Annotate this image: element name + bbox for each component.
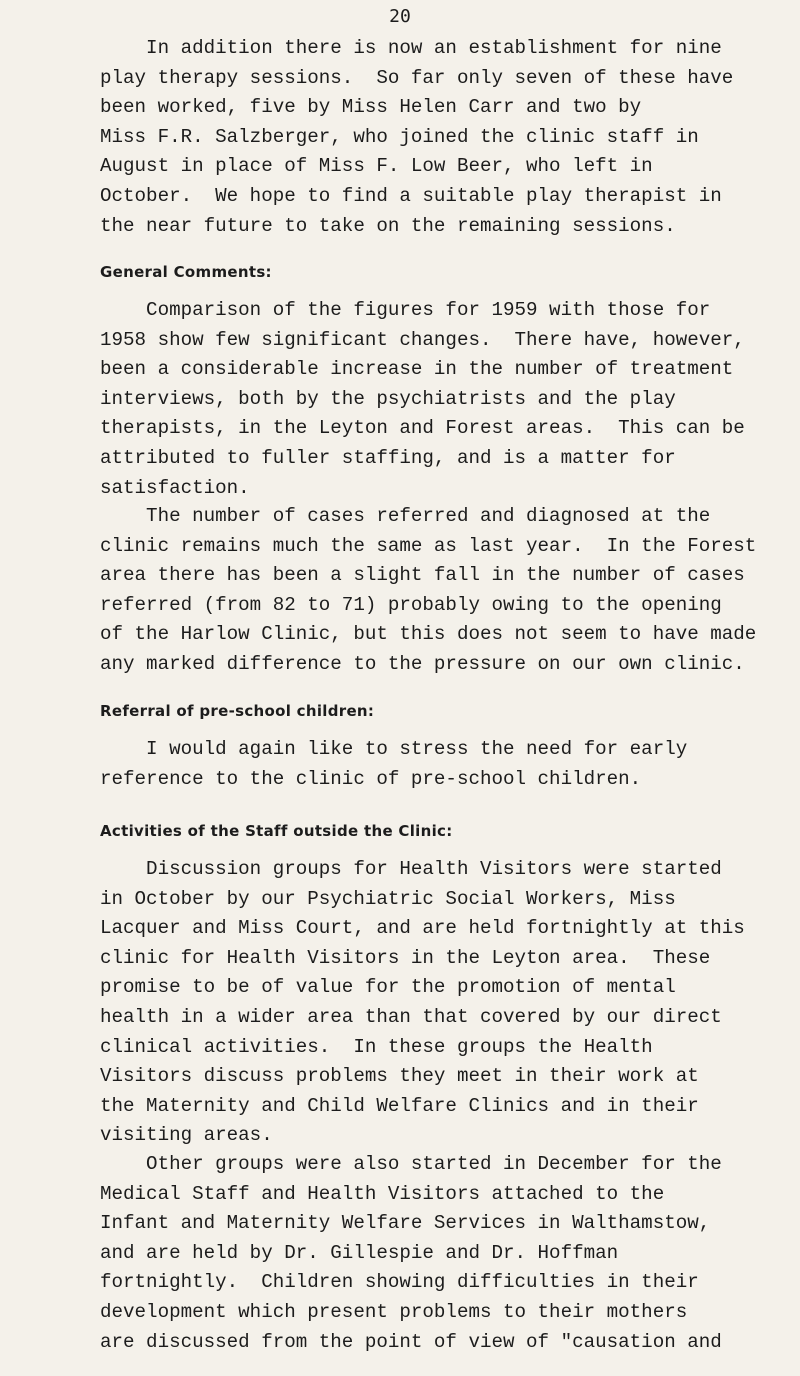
page-number: 20	[389, 6, 411, 27]
paragraph-discussion-groups: Discussion groups for Health Visitors were started in October by our Psychiatric Social Workers, Miss Lacquer and Miss Court, and are held fortnightly at this clinic for Health Visitors in the Leyton area. These promise to be of value for the promotion of mental health in a wider area than that covered by our direct clinical activities. In these groups the Health Visitors discuss problems they meet in their work at the Maternity and Child Welfare Clinics and in their visiting areas.	[100, 858, 745, 1147]
heading-referral-preschool: Referral of pre-school children:	[100, 702, 375, 720]
paragraph-comparison: Comparison of the figures for 1959 with those for 1958 show few significant changes. There have, however, been a considerable increase in the number of treatment interviews, both by the psychiatrists and the play therapists, in the Leyton and Forest areas. This can be attributed to fuller staffing, and is a matter for satisfaction.	[100, 299, 745, 499]
heading-activities: Activities of the Staff outside the Clinic:	[100, 822, 453, 840]
heading-general-comments: General Comments:	[100, 263, 272, 281]
paragraph-play-therapy: In addition there is now an establishment for nine play therapy sessions. So far only seven of these have been worked, five by Miss Helen Carr and two by Miss F.R. Salzberger, who joined the clinic staff in August in place of Miss F. Low Beer, who left in October. We hope to find a suitable play therapist in the near future to take on the remaining sessions.	[100, 37, 734, 237]
paragraph-cases-referred: The number of cases referred and diagnosed at the clinic remains much the same as last year. In the Forest area there has been a slight fall in the number of cases referred (from 82 to 71) probably owing to the opening of the Harlow Clinic, but this does not seem to have made any marked difference to the pressure on our own clinic.	[100, 505, 757, 675]
paragraph-other-groups: Other groups were also started in December for the Medical Staff and Health Visitors attached to the Infant and Maternity Welfare Services in Walthamstow, and are held by Dr. Gillespie and Dr. Hoffman fortnightly. Children showing difficulties in their development which present problems to their mothers are discussed from the point of view of "causation and	[100, 1153, 722, 1353]
paragraph-preschool: I would again like to stress the need for early reference to the clinic of pre-school children.	[100, 738, 688, 790]
